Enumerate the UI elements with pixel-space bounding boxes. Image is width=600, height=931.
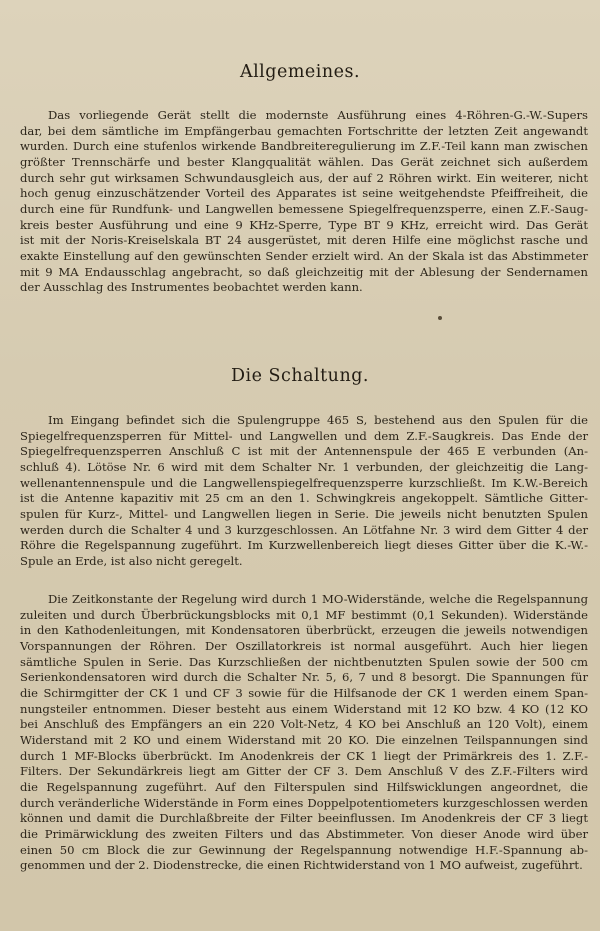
text-line: genommen und der 2. Diodenstrecke, die einen Richtwiderstand von 1 MO aufweist, zugeführt. [20, 858, 583, 873]
text-line: Röhre die Regelspannung zugeführt. Im Kurzwellenbereich liegt dieses Gitter über die K.-W.- [20, 538, 588, 553]
page-speck [438, 316, 442, 320]
text-line: durch veränderliche Widerstände in Form eines Doppelpotentiometers kurzgeschlossen werden [20, 795, 588, 810]
text-line: ist die Antenne kapazitiv mit 25 cm an den 1. Schwingkreis angekoppelt. Sämtliche Gitter- [20, 491, 588, 506]
text-line: nungsteiler entnommen. Dieser besteht aus einem Widerstand mit 12 KO bzw. 4 KO (12 KO [20, 701, 588, 716]
text-line: dar, bei dem sämtliche im Empfängerbau gemachten Fortschritte der letzten Zeit angewandt [20, 123, 588, 138]
text-line: Spiegelfrequenzsperren Anschluß C ist mit der Antennenspule der 465 E verbunden (An- [20, 444, 588, 459]
text-line: wellenantennenspule und die Langwellenspiegelfrequenzsperre kurzschließt. Im K.W.-Bereich [20, 475, 588, 490]
text-line: Serienkondensatoren wird durch die Schalter Nr. 5, 6, 7 und 8 besorgt. Die Spannungen für [20, 670, 588, 685]
text-line: größter Trennschärfe und bester Klangqualität wählen. Das Gerät zeichnet sich außerdem [20, 154, 588, 169]
section-title-allgemeines: Allgemeines. [239, 62, 361, 82]
paragraph-schaltung-2 [20, 592, 588, 874]
text-line: schluß 4). Lötöse Nr. 6 wird mit dem Schalter Nr. 1 verbunden, der gleichzeitig die Lang- [20, 459, 588, 474]
text-line: die Primärwicklung des zweiten Filters und das Abstimmeter. Von dieser Anode wird über [20, 826, 588, 841]
text-line: die Regelspannung zugeführt. Auf den Filterspulen sind Hilfswicklungen angeordnet, die [20, 779, 588, 794]
text-line: Das vorliegende Gerät stellt die modernste Ausführung eines 4-Röhren-G.-W.-Supers [48, 108, 588, 122]
text-line: einen 50 cm Block die zur Gewinnung der Regelspannung notwendige H.F.-Spannung ab- [20, 842, 588, 857]
text-line: durch 1 MF-Blocks überbrückt. Im Anodenkreis der CK 1 liegt der Primärkreis des 1. Z.F.- [20, 748, 588, 763]
text-line: hoch genug einzuschätzender Vorteil des Apparates ist seine weitgehendste Pfeiffreiheit, die [20, 186, 588, 201]
text-line: mit 9 MA Endausschlag angebracht, so daß gleichzeitig mit der Ablesung der Sendernamen [20, 264, 588, 279]
text-line: in den Kathodenleitungen, mit Kondensatoren überbrückt, erzeugen die jeweils notwendigen [20, 623, 588, 638]
text-line: Vorspannungen der Röhren. Der Oszillatorkreis ist normal ausgeführt. Auch hier liegen [20, 638, 588, 653]
text-line: wurden. Durch eine stufenlos wirkende Bandbreiteregulierung im Z.F.-Teil kann man zwischen [20, 139, 588, 154]
section-title-schaltung: Die Schaltung. [231, 366, 369, 386]
text-line: Filters. Der Sekundärkreis liegt am Gitter der CF 3. Dem Anschluß V des Z.F.-Filters wird [20, 764, 588, 779]
text-line: Spiegelfrequenzsperren für Mittel- und Langwellen und dem Z.F.-Saugkreis. Das Ende der [20, 428, 588, 443]
text-line: werden durch die Schalter 4 und 3 kurzgeschlossen. An Lötfahne Nr. 3 wird dem Gitter 4 der [20, 522, 588, 537]
text-line: Im Eingang befindet sich die Spulengruppe 465 S, bestehend aus den Spulen für die [48, 413, 588, 427]
paragraph-allgemeines [20, 108, 588, 296]
text-line: können und damit die Durchlaßbreite der Filter beeinflussen. Im Anodenkreis der CF 3 liegt [20, 811, 588, 826]
text-line: Widerstand mit 2 KO und einem Widerstand mit 20 KO. Die einzelnen Teilspannungen sind [20, 732, 588, 747]
text-line: spulen für Kurz-, Mittel- und Langwellen liegen in Serie. Die jeweils nicht benutzten Spulen [20, 506, 588, 521]
text-line: Die Zeitkonstante der Regelung wird durch 1 MO-Widerstände, welche die Regelspannung [48, 592, 588, 606]
text-line: zuleiten und durch Überbrückungsblocks mit 0,1 MF bestimmt (0,1 Sekunden). Widerstände [20, 607, 588, 622]
text-line: exakte Einstellung auf den gewünschten Sender erzielt wird. An der Skala ist das Abstimmeter [20, 248, 588, 263]
text-line: der Ausschlag des Instrumentes beobachtet werden kann. [20, 280, 363, 295]
text-line: durch eine für Rundfunk- und Langwellen bemessene Spiegelfrequenzsperre, einen Z.F.-Saug- [20, 201, 588, 216]
text-line: sämtliche Spulen in Serie. Das Kurzschließen der nichtbenutzten Spulen sowie der 500 cm [20, 654, 588, 669]
text-line: die Schirmgitter der CK 1 und CF 3 sowie für die Hilfsanode der CK 1 werden einem Span- [20, 685, 588, 700]
paragraph-schaltung-1 [20, 413, 588, 570]
text-line: kreis bester Ausführung und eine 9 KHz-Sperre, Type BT 9 KHz, erreicht wird. Das Gerät [20, 217, 588, 232]
text-line: bei Anschluß des Empfängers an ein 220 Volt-Netz, 4 KO bei Anschluß an 120 Volt), einem [20, 717, 588, 732]
text-line: ist mit der Noris-Kreiselskala BT 24 ausgerüstet, mit deren Hilfe eine möglichst rasche und [20, 233, 588, 248]
text-line: durch sehr gut wirksamen Schwundausgleich aus, der auf 2 Röhren wirkt. Ein weiterer, nicht [20, 170, 588, 185]
text-line: Spule an Erde, ist also nicht geregelt. [20, 553, 243, 568]
